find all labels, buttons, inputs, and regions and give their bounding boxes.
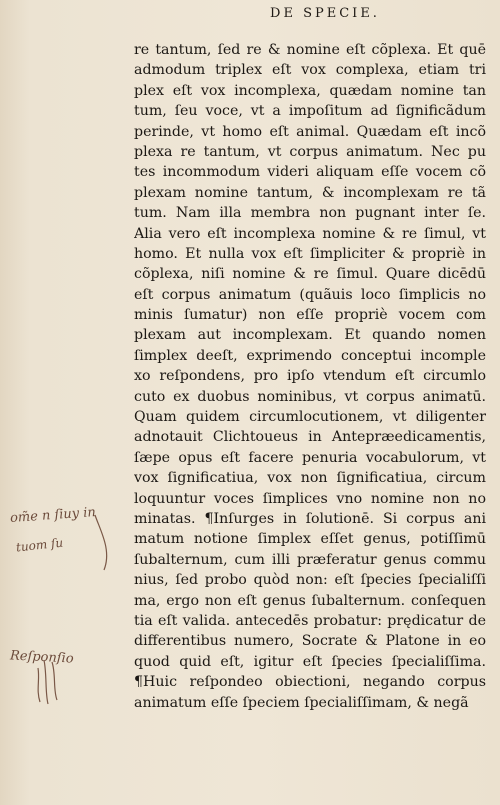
marginal-note-1: om̃e n ſiuy in: [9, 505, 97, 526]
text-line: minatas. ¶Inſurges in ſolutionē. Si corpus ani: [134, 510, 486, 527]
text-line: cõplexa, niſi nomine & re ſimul. Quare dicēdū: [134, 266, 486, 283]
text-line: tia eſt valida. antecedēs probatur: prędicatur de: [134, 612, 486, 629]
text-line: ¶Huic reſpondeo obiectioni, negando corpus: [134, 674, 486, 691]
text-line: animatum eſſe ſpeciem ſpecialiſſimam, & negã: [134, 694, 469, 711]
text-line: ma, ergo non eſt genus ſubalternum. conſequen: [134, 592, 486, 609]
marginal-note-2: tuom ſu: [15, 535, 64, 555]
text-line: differentibus numero, Socrate & Platone in eo: [134, 633, 486, 650]
text-line: ſimplex deeſt, exprimendo conceptui incomple: [134, 347, 486, 364]
text-line: plexam nomine tantum, & incomplexam re tã: [134, 184, 486, 201]
text-line: vox ſignificatiua, vox non ſignificatiua, circum: [134, 470, 486, 487]
text-line: loquuntur voces ſimplices vno nomine non no: [134, 490, 486, 507]
text-line: quod quid eſt, igitur eſt ſpecies ſpecialiſſima.: [134, 653, 486, 670]
text-line: ſubalternum, cum illi præferatur genus commu: [134, 551, 486, 568]
running-head: DE SPECIE.: [270, 6, 380, 21]
text-line: Alia vero eſt incomplexa nomine & re ſimul, vt: [134, 225, 486, 242]
text-line: plexa re tantum, vt corpus animatum. Nec pu: [134, 143, 486, 160]
text-line: re tantum, ſed re & nomine eſt cõplexa. Et quē: [134, 42, 486, 58]
text-line: cuto ex duobus nominibus, vt corpus animatū.: [134, 388, 486, 405]
text-line: xo reſpondens, pro ipſo vtendum eſt circumlo: [134, 368, 486, 385]
text-line: eſt corpus animatum (quãuis loco ſimplicis no: [134, 286, 486, 303]
text-line: ſæpe opus eſt facere penuria vocabulorum, vt: [134, 449, 486, 466]
marginal-note-3: Reſponſio: [9, 648, 74, 667]
text-line: nius, ſed probo quòd non: eſt ſpecies ſpecialiſſi: [134, 572, 486, 589]
text-line: tum. Nam illa membra non pugnant inter ſe.: [134, 205, 486, 222]
text-line: tes incommodum videri aliquam eſſe vocem cõ: [134, 164, 486, 181]
text-line: Quam quidem circumlocutionem, vt diligenter: [134, 409, 486, 426]
text-line: plex eſt vox incomplexa, quædam nomine tan: [134, 82, 486, 99]
text-line: homo. Et nulla vox eſt ſimpliciter & propriè in: [134, 245, 486, 262]
text-line: tum, ſeu voce, vt a impoſitum ad ſignificãdum: [134, 103, 486, 120]
text-line: adnotauit Clichtoueus in Antepræedicamentis,: [134, 429, 486, 446]
text-line: admodum triplex eſt vox complexa, etiam tri: [134, 62, 486, 79]
text-line: perinde, vt homo eſt animal. Quædam eſt incõ: [134, 123, 486, 140]
text-line: minis ſumatur) non eſſe propriè vocem com: [134, 307, 486, 324]
text-line: plexam aut incomplexam. Et quando nomen: [134, 327, 486, 344]
body-text: [134, 40, 486, 713]
text-line: matum notione ſimplex eſſet genus, potiſſimū: [134, 531, 486, 548]
